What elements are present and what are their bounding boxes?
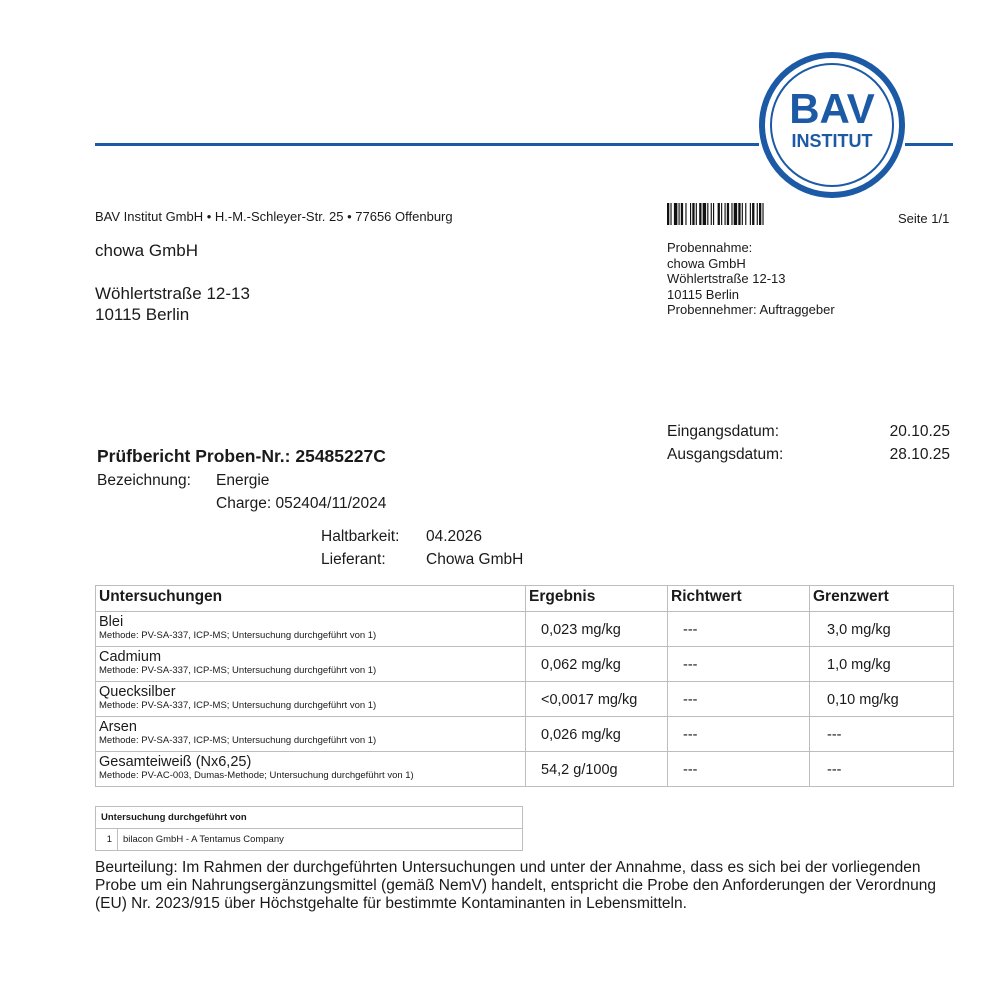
result-cell [526,752,668,787]
result-value: 0,026 mg/kg [541,727,621,743]
eingang-label: Eingangsdatum: [667,423,780,440]
haltbarkeit-label: Haltbarkeit: [321,528,400,545]
charge-value: Charge: 052404/11/2024 [216,495,387,512]
sender-line: BAV Institut GmbH • H.-M.-Schleyer-Str. 25 • 77656 Offenburg [95,209,453,224]
lab-number: 1 [96,829,118,851]
header-ergebnis: Ergebnis [526,586,668,612]
lab-table [95,806,523,851]
logo-text-institut: INSTITUT [791,131,873,151]
analyte-cell [96,647,526,682]
analyte-method: Methode: PV-SA-337, ICP-MS; Untersuchung durchgeführt von 1) [99,735,377,746]
richtwert-cell [668,682,810,717]
analyte-method: Methode: PV-SA-337, ICP-MS; Untersuchung durchgeführt von 1) [99,700,377,711]
header-rule-left [95,143,759,146]
header-richtwert: Richtwert [668,586,810,612]
richtwert-value: --- [683,727,698,743]
richtwert-value: --- [683,657,698,673]
table-row [96,682,954,717]
page-number: Seite 1/1 [898,211,950,226]
analyte-name: Arsen [99,719,137,735]
beurteilung-text: Beurteilung: Im Rahmen der durchgeführten Untersuchungen und unter der Annahme, dass es sich bei der vorliegenden Probe um ein Nahrungsergänzungsmittel (gemäß NemV) handelt, entspricht die Probe den Anforderungen der Verordnung (EU) Nr. 2023/915 über Höchstgehalte für bestimmte Kontaminanten in Lebensmitteln. [95,859,936,912]
analyte-method: Methode: PV-SA-337, ICP-MS; Untersuchung durchgeführt von 1) [99,630,377,641]
ausgang-label: Ausgangsdatum: [667,446,784,463]
richtwert-cell [668,752,810,787]
result-cell [526,717,668,752]
result-value: 0,023 mg/kg [541,622,621,638]
grenzwert-cell [810,647,954,682]
bezeichnung-value: Energie [216,472,270,489]
bezeichnung-label: Bezeichnung: [97,472,191,489]
logo-text-bav: BAV [789,85,875,132]
grenzwert-cell [810,717,954,752]
sampling-company: chowa GmbH [667,255,746,271]
result-cell [526,682,668,717]
lieferant-value: Chowa GmbH [426,551,524,568]
analyte-cell [96,717,526,752]
grenzwert-value: 3,0 mg/kg [827,622,891,638]
table-row [96,752,954,787]
sampling-label: Probennahme: [667,240,753,255]
results-header-row [96,586,954,612]
richtwert-value: --- [683,622,698,638]
grenzwert-cell [810,752,954,787]
table-row [96,647,954,682]
header-untersuchungen: Untersuchungen [96,586,526,612]
richtwert-cell [668,612,810,647]
eingang-value: 20.10.25 [889,423,950,440]
lab-header-row [96,807,523,829]
richtwert-cell [668,647,810,682]
header-rule-right [905,143,953,146]
lab-name: bilacon GmbH - A Tentamus Company [118,829,523,851]
richtwert-value: --- [683,692,698,708]
lieferant-label: Lieferant: [321,551,386,568]
richtwert-value: --- [683,762,698,778]
recipient-street: Wöhlertstraße 12-13 [95,284,250,303]
grenzwert-value: 1,0 mg/kg [827,657,891,673]
header-grenzwert: Grenzwert [810,586,954,612]
analyte-name: Cadmium [99,649,162,665]
recipient-city: 10115 Berlin [95,305,190,324]
grenzwert-value: 0,10 mg/kg [827,692,899,708]
result-cell [526,647,668,682]
report-title: Prüfbericht Proben-Nr.: 25485227C [97,446,386,466]
grenzwert-cell [810,612,954,647]
sampling-street: Wöhlertstraße 12-13 [667,271,786,286]
analyte-method: Methode: PV-AC-003, Dumas-Methode; Untersuchung durchgeführt von 1) [99,770,414,781]
analyte-cell [96,612,526,647]
recipient-company: chowa GmbH [95,241,198,260]
analyte-method: Methode: PV-SA-337, ICP-MS; Untersuchung durchgeführt von 1) [99,665,377,676]
analyte-name: Blei [99,614,124,630]
haltbarkeit-value: 04.2026 [426,528,483,545]
grenzwert-value: --- [827,762,842,778]
result-value: <0,0017 mg/kg [541,692,638,708]
grenzwert-value: --- [827,727,842,743]
ausgang-value: 28.10.25 [889,446,950,463]
result-cell [526,612,668,647]
grenzwert-cell [810,682,954,717]
analyte-name: Gesamteiweiß (Nx6,25) [99,754,252,770]
sampling-city: 10115 Berlin [667,286,740,302]
result-value: 0,062 mg/kg [541,657,621,673]
analyte-cell [96,682,526,717]
table-row [96,612,954,647]
analyte-cell [96,752,526,787]
table-row [96,829,523,851]
sampling-sampler: Probennehmer: Auftraggeber [667,302,835,317]
analyte-name: Quecksilber [99,684,176,700]
results-table [95,585,954,787]
table-row [96,717,954,752]
result-value: 54,2 g/100g [541,762,618,778]
lab-header: Untersuchung durchgeführt von [96,807,523,829]
richtwert-cell [668,717,810,752]
bav-institut-logo [758,51,906,199]
barcode-icon [667,203,837,225]
sampling-block [667,240,835,318]
